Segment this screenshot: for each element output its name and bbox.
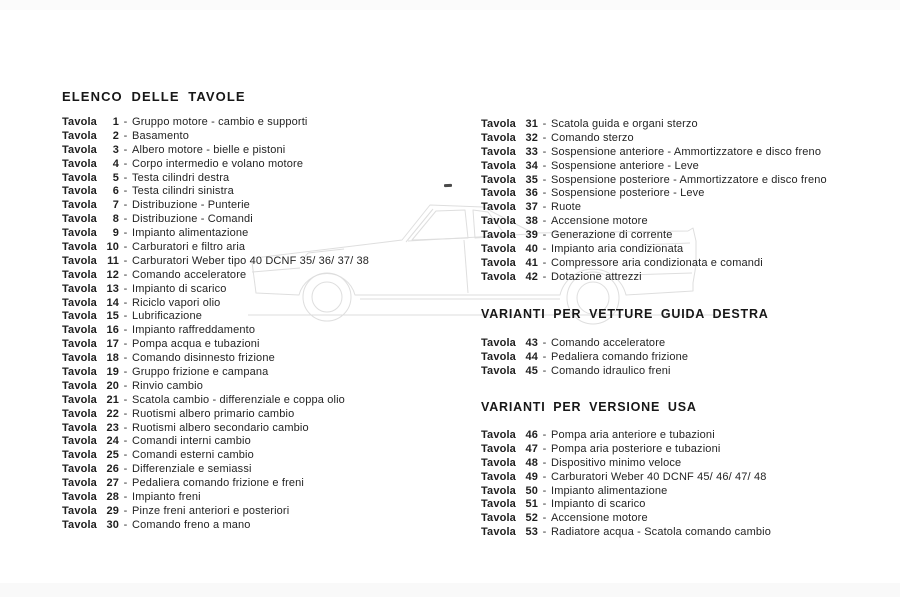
separator-dash: -: [123, 393, 128, 406]
tavola-number: 34: [525, 159, 538, 172]
separator-dash: -: [542, 173, 547, 186]
table-row: [481, 132, 827, 146]
separator-dash: -: [123, 185, 128, 198]
tavola-label: Tavola: [62, 268, 97, 281]
tavola-label: Tavola: [481, 201, 516, 214]
tavola-title: Impianto aria condizionata: [551, 243, 684, 256]
tavola-number: 35: [525, 173, 538, 186]
tavola-title: Dotazione attrezzi: [551, 270, 642, 283]
tavola-number: 49: [525, 470, 538, 483]
table-row: [62, 172, 369, 186]
tavola-number: 2: [112, 129, 119, 142]
table-row: [481, 118, 827, 132]
page-bottom-margin: [0, 583, 900, 597]
table-row: [481, 215, 827, 229]
tavola-title: Sospensione posteriore - Ammortizzatore e disco freno: [551, 173, 827, 186]
tavola-number: 7: [112, 199, 119, 212]
tavola-number: 13: [106, 282, 119, 295]
tavola-label: Tavola: [62, 463, 97, 476]
tavola-number: 50: [525, 484, 538, 497]
tavola-number: 11: [107, 254, 119, 267]
table-row: [481, 512, 771, 526]
table-row: [62, 283, 369, 297]
separator-dash: -: [542, 337, 547, 349]
separator-dash: -: [123, 199, 128, 212]
tavola-number: 23: [106, 421, 119, 434]
separator-dash: -: [542, 350, 547, 363]
tavola-label: Tavola: [62, 227, 97, 240]
separator-dash: -: [123, 407, 128, 420]
tavola-title: Radiatore acqua - Scatola comando cambio: [551, 526, 772, 539]
tavola-number: 6: [112, 185, 119, 198]
tavola-number: 3: [112, 143, 119, 156]
separator-dash: -: [542, 229, 547, 242]
tavola-label: Tavola: [62, 379, 97, 392]
table-row: [481, 443, 771, 457]
tavola-title: Carburatori e filtro aria: [132, 241, 246, 254]
tavola-label: Tavola: [481, 229, 516, 242]
tavola-label: Tavola: [481, 456, 516, 469]
separator-dash: -: [123, 143, 128, 156]
tavola-number: 48: [525, 456, 538, 469]
tavola-title: Scatola cambio - differenziale e coppa olio: [132, 393, 345, 406]
tavola-label: Tavola: [62, 185, 97, 198]
table-row: [62, 297, 369, 311]
separator-dash: -: [123, 241, 128, 254]
tavola-title: Distribuzione - Punterie: [132, 199, 250, 212]
table-row: [62, 310, 369, 324]
tavola-title: Impianto alimentazione: [132, 227, 249, 240]
tavola-number: 40: [525, 243, 538, 256]
table-row: [62, 130, 369, 144]
tavola-label: Tavola: [62, 157, 97, 170]
tavola-label: Tavola: [481, 187, 516, 200]
tavola-title: Scatola guida e organi sterzo: [551, 118, 698, 130]
tavola-label: Tavola: [481, 337, 516, 349]
tavola-title: Pedaliera comando frizione: [551, 350, 689, 363]
tavola-number: 38: [525, 215, 538, 228]
separator-dash: -: [542, 187, 547, 200]
tavola-number: 53: [525, 526, 538, 539]
table-row: [481, 337, 688, 351]
tavola-label: Tavola: [62, 282, 97, 295]
tavola-label: Tavola: [481, 484, 516, 497]
separator-dash: -: [542, 470, 547, 483]
tavola-title: Albero motore - bielle e pistoni: [132, 143, 286, 156]
tavola-title: Sospensione posteriore - Leve: [551, 187, 705, 200]
tavola-label: Tavola: [481, 526, 516, 539]
tavola-title: Sospensione anteriore - Ammortizzatore e disco freno: [551, 145, 822, 158]
separator-dash: -: [123, 310, 128, 323]
separator-dash: -: [542, 364, 547, 377]
tavola-label: Tavola: [481, 118, 516, 130]
tavola-title: Distribuzione - Comandi: [132, 213, 253, 226]
tavola-label: Tavola: [481, 512, 516, 525]
tavola-title: Ruotismi albero secondario cambio: [132, 421, 309, 434]
tavola-label: Tavola: [481, 131, 516, 144]
tavola-title: Testa cilindri sinistra: [132, 185, 234, 198]
tavola-number: 5: [112, 171, 119, 184]
tavola-title: Comando freno a mano: [132, 518, 251, 531]
table-row: [481, 174, 827, 188]
tavola-label: Tavola: [62, 407, 97, 420]
tavola-title: Comando sterzo: [551, 131, 634, 144]
separator-dash: -: [123, 171, 128, 184]
tavola-label: Tavola: [62, 129, 97, 142]
tavola-number: 24: [106, 435, 119, 448]
tavola-label: Tavola: [62, 449, 97, 462]
table-row: [62, 477, 369, 491]
tavola-title: Accensione motore: [551, 512, 648, 525]
table-row: [62, 491, 369, 505]
separator-dash: -: [542, 270, 547, 283]
separator-dash: -: [542, 498, 547, 511]
table-row: [481, 243, 827, 257]
tavola-title: Accensione motore: [551, 215, 648, 228]
table-row: [62, 269, 369, 283]
tavola-label: Tavola: [62, 324, 97, 337]
tavola-number: 37: [525, 201, 538, 214]
tavola-title: Comandi interni cambio: [132, 435, 251, 448]
table-row: [62, 435, 369, 449]
tavola-number: 30: [106, 518, 119, 531]
separator-dash: -: [123, 213, 128, 226]
tavola-title: Lubrificazione: [132, 310, 202, 323]
tavola-number: 47: [525, 442, 538, 455]
separator-dash: -: [123, 157, 128, 170]
tavola-title: Dispositivo minimo veloce: [551, 456, 682, 469]
tavola-title: Gruppo motore - cambio e supporti: [132, 116, 308, 128]
tavola-label: Tavola: [62, 352, 97, 365]
separator-dash: -: [542, 256, 547, 269]
table-row: [62, 255, 369, 269]
tavola-title: Ruote: [551, 201, 582, 214]
tavola-label: Tavola: [62, 366, 97, 379]
section-heading-guida-destra: VARIANTI PER VETTURE GUIDA DESTRA: [481, 307, 769, 321]
table-row: [481, 201, 827, 215]
table-row: [62, 463, 369, 477]
table-row: [62, 449, 369, 463]
right-column-list-usa: [481, 429, 771, 540]
table-row: [481, 457, 771, 471]
tavola-label: Tavola: [62, 241, 97, 254]
tavola-number: 26: [106, 463, 119, 476]
tavola-label: Tavola: [62, 254, 97, 267]
tavola-title: Testa cilindri destra: [132, 171, 230, 184]
tavola-title: Carburatori Weber 40 DCNF 45/ 46/ 47/ 48: [551, 470, 767, 483]
separator-dash: -: [542, 145, 547, 158]
tavola-number: 12: [106, 268, 119, 281]
separator-dash: -: [123, 254, 128, 267]
table-row: [481, 146, 827, 160]
tavola-label: Tavola: [481, 270, 516, 283]
separator-dash: -: [542, 442, 547, 455]
tavola-title: Pompa acqua e tubazioni: [132, 338, 260, 351]
page-title: ELENCO DELLE TAVOLE: [62, 89, 246, 104]
tavola-number: 16: [106, 324, 119, 337]
tavola-label: Tavola: [62, 421, 97, 434]
table-row: [62, 199, 369, 213]
table-row: [62, 213, 369, 227]
separator-dash: -: [123, 282, 128, 295]
separator-dash: -: [123, 379, 128, 392]
table-row: [481, 429, 771, 443]
tavola-title: Generazione di corrente: [551, 229, 673, 242]
tavola-label: Tavola: [481, 470, 516, 483]
tavola-label: Tavola: [62, 199, 97, 212]
tavola-label: Tavola: [481, 442, 516, 455]
tavola-title: Gruppo frizione e campana: [132, 366, 269, 379]
tavola-label: Tavola: [481, 159, 516, 172]
scan-speckle: [444, 184, 452, 187]
table-row: [62, 394, 369, 408]
tavola-number: 17: [106, 338, 119, 351]
separator-dash: -: [123, 449, 128, 462]
separator-dash: -: [123, 504, 128, 517]
tavola-title: Pinze freni anteriori e posteriori: [132, 504, 290, 517]
tavola-number: 25: [106, 449, 119, 462]
tavola-number: 43: [525, 337, 538, 349]
tavola-label: Tavola: [481, 145, 516, 158]
separator-dash: -: [542, 215, 547, 228]
tavola-number: 20: [106, 379, 119, 392]
tavola-number: 9: [112, 227, 119, 240]
tavola-title: Sospensione anteriore - Leve: [551, 159, 699, 172]
right-column-list-main: [481, 118, 827, 285]
table-row: [62, 338, 369, 352]
tavola-number: 19: [106, 366, 119, 379]
separator-dash: -: [123, 352, 128, 365]
separator-dash: -: [123, 463, 128, 476]
table-row: [481, 229, 827, 243]
separator-dash: -: [123, 421, 128, 434]
tavola-number: 42: [525, 270, 538, 283]
separator-dash: -: [542, 456, 547, 469]
table-row: [62, 380, 369, 394]
tavola-number: 1: [112, 116, 119, 128]
table-row: [62, 116, 369, 130]
tavola-label: Tavola: [62, 435, 97, 448]
tavola-number: 52: [525, 512, 538, 525]
separator-dash: -: [123, 435, 128, 448]
tavola-title: Impianto alimentazione: [551, 484, 668, 497]
separator-dash: -: [123, 116, 128, 128]
tavola-number: 28: [106, 491, 119, 504]
tavola-number: 51: [525, 498, 538, 511]
table-row: [62, 185, 369, 199]
table-row: [62, 227, 369, 241]
table-row: [481, 485, 771, 499]
tavola-label: Tavola: [62, 491, 97, 504]
table-row: [481, 526, 771, 540]
tavola-number: 45: [525, 364, 538, 377]
tavola-number: 8: [112, 213, 119, 226]
tavola-label: Tavola: [62, 518, 97, 531]
separator-dash: -: [123, 338, 128, 351]
tavola-title: Comando acceleratore: [551, 337, 666, 349]
tavola-label: Tavola: [481, 364, 516, 377]
tavola-label: Tavola: [62, 171, 97, 184]
tavola-number: 18: [106, 352, 119, 365]
table-row: [62, 408, 369, 422]
left-column-list: [62, 116, 369, 533]
table-row: [481, 471, 771, 485]
tavola-number: 22: [106, 407, 119, 420]
tavola-title: Pompa aria posteriore e tubazioni: [551, 442, 721, 455]
tavola-number: 33: [525, 145, 538, 158]
tavola-title: Ruotismi albero primario cambio: [132, 407, 295, 420]
separator-dash: -: [123, 324, 128, 337]
tavola-label: Tavola: [481, 243, 516, 256]
separator-dash: -: [542, 484, 547, 497]
separator-dash: -: [542, 159, 547, 172]
tavola-label: Tavola: [62, 116, 97, 128]
table-row: [481, 187, 827, 201]
table-row: [481, 498, 771, 512]
tavola-number: 27: [106, 477, 119, 490]
tavola-title: Corpo intermedio e volano motore: [132, 157, 304, 170]
tavola-title: Carburatori Weber tipo 40 DCNF 35/ 36/ 37/ 38: [132, 254, 370, 267]
tavola-label: Tavola: [62, 477, 97, 490]
table-row: [62, 505, 369, 519]
tavola-label: Tavola: [481, 173, 516, 186]
table-row: [62, 241, 369, 255]
separator-dash: -: [542, 243, 547, 256]
separator-dash: -: [123, 491, 128, 504]
tavola-number: 15: [106, 310, 119, 323]
separator-dash: -: [542, 429, 547, 441]
separator-dash: -: [123, 366, 128, 379]
tavola-label: Tavola: [481, 498, 516, 511]
page-top-margin: [0, 0, 900, 10]
table-row: [62, 352, 369, 366]
separator-dash: -: [123, 268, 128, 281]
tavola-number: 14: [106, 296, 119, 309]
tavola-title: Compressore aria condizionata e comandi: [551, 256, 763, 269]
tavola-label: Tavola: [62, 338, 97, 351]
tavola-label: Tavola: [62, 213, 97, 226]
tavola-label: Tavola: [62, 296, 97, 309]
tavola-title: Comando acceleratore: [132, 268, 247, 281]
separator-dash: -: [542, 118, 547, 130]
tavola-number: 46: [525, 429, 538, 441]
tavola-title: Comando disinnesto frizione: [132, 352, 275, 365]
tavola-number: 32: [525, 131, 538, 144]
tavola-title: Impianto di scarico: [551, 498, 646, 511]
separator-dash: -: [542, 512, 547, 525]
separator-dash: -: [542, 526, 547, 539]
tavola-title: Comando idraulico freni: [551, 364, 671, 377]
tavola-number: 10: [106, 241, 119, 254]
tavola-number: 41: [525, 256, 538, 269]
tavola-title: Pompa aria anteriore e tubazioni: [551, 429, 715, 441]
separator-dash: -: [123, 227, 128, 240]
tavola-title: Rinvio cambio: [132, 379, 204, 392]
tavola-number: 4: [112, 157, 119, 170]
tavola-label: Tavola: [62, 143, 97, 156]
separator-dash: -: [123, 477, 128, 490]
tavola-number: 36: [525, 187, 538, 200]
separator-dash: -: [123, 296, 128, 309]
table-row: [62, 144, 369, 158]
tavola-title: Pedaliera comando frizione e freni: [132, 477, 305, 490]
tavola-number: 21: [106, 393, 119, 406]
tavola-title: Differenziale e semiassi: [132, 463, 252, 476]
tavola-number: 31: [525, 118, 538, 130]
right-column-list-guida-destra: [481, 337, 688, 379]
table-row: [62, 519, 369, 533]
table-row: [62, 422, 369, 436]
tavola-label: Tavola: [481, 215, 516, 228]
separator-dash: -: [542, 131, 547, 144]
tavola-title: Impianto freni: [132, 491, 201, 504]
separator-dash: -: [123, 129, 128, 142]
tavola-label: Tavola: [62, 393, 97, 406]
section-heading-versione-usa: VARIANTI PER VERSIONE USA: [481, 400, 697, 414]
separator-dash: -: [542, 201, 547, 214]
tavola-number: 39: [525, 229, 538, 242]
tavola-title: Impianto di scarico: [132, 282, 227, 295]
table-row: [481, 160, 827, 174]
tavola-label: Tavola: [62, 310, 97, 323]
tavola-number: 29: [106, 504, 119, 517]
table-row: [481, 351, 688, 365]
tavola-label: Tavola: [481, 429, 516, 441]
tavola-label: Tavola: [62, 504, 97, 517]
table-row: [62, 324, 369, 338]
separator-dash: -: [123, 518, 128, 531]
tavola-title: Comandi esterni cambio: [132, 449, 254, 462]
tavola-title: Basamento: [132, 129, 189, 142]
table-row: [481, 257, 827, 271]
tavola-label: Tavola: [481, 350, 516, 363]
tavola-title: Impianto raffreddamento: [132, 324, 256, 337]
tavola-number: 44: [525, 350, 538, 363]
tavola-label: Tavola: [481, 256, 516, 269]
table-row: [481, 365, 688, 379]
table-row: [481, 271, 827, 285]
tavola-title: Riciclo vapori olio: [132, 296, 221, 309]
table-row: [62, 158, 369, 172]
table-row: [62, 366, 369, 380]
